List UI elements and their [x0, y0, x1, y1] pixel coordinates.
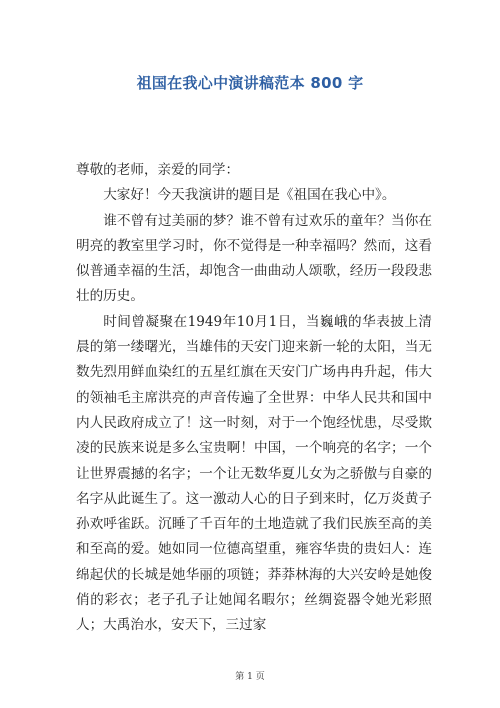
- page-number: 第 1 页: [235, 672, 265, 682]
- paragraph-history: 时间曾凝聚在1949年10月1日，当巍峨的华表披上清晨的第一缕曙光，当雄伟的天安门迎来新一轮的太阳，当无数先烈用鲜血染红的五星红旗在天安门广场冉冉升起，伟大的领袖毛主席洪亮的声音传遍了全世界：中华人民共和国中内人民政府成立了！这一时刻，对于一个饱经忧患，尽受欺凌的民族来说是多么宝贵啊！中国，一个响亮的名字；一个让世界震撼的名字；一个让无数华夏儿女为之骄傲与自豪的名字从此诞生了。这一激动人心的日子到来时，亿万炎黄子孙欢呼雀跃。沉睡了千百年的土地造就了我们民族至高的美和至高的爱。她如同一位德高望重，雍容华贵的贵妇人：连绵起伏的长城是她华丽的项链；莽莽林海的大兴安岭是她俊俏的彩衣；老子孔子让她闻名暇尔；丝绸瓷器令她光彩照人；大禹治水，安天下，三过家: [76, 313, 432, 634]
- paragraph-dream: 谁不曾有过美丽的梦？谁不曾有过欢乐的童年？当你在明亮的教室里学习时，你不觉得是一种幸福吗？然而，这看似普通幸福的生活，却饱含一曲曲动人颂歌，经历一段段悲壮的历史。: [76, 212, 432, 305]
- greeting: 尊敬的老师，亲爱的同学：: [76, 162, 240, 178]
- document-body: [76, 158, 432, 639]
- document-title: 祖国在我心中演讲稿范本 800 字: [136, 74, 364, 92]
- paragraph-opening: 大家好！今天我演讲的题目是《祖国在我心中》。: [103, 187, 396, 204]
